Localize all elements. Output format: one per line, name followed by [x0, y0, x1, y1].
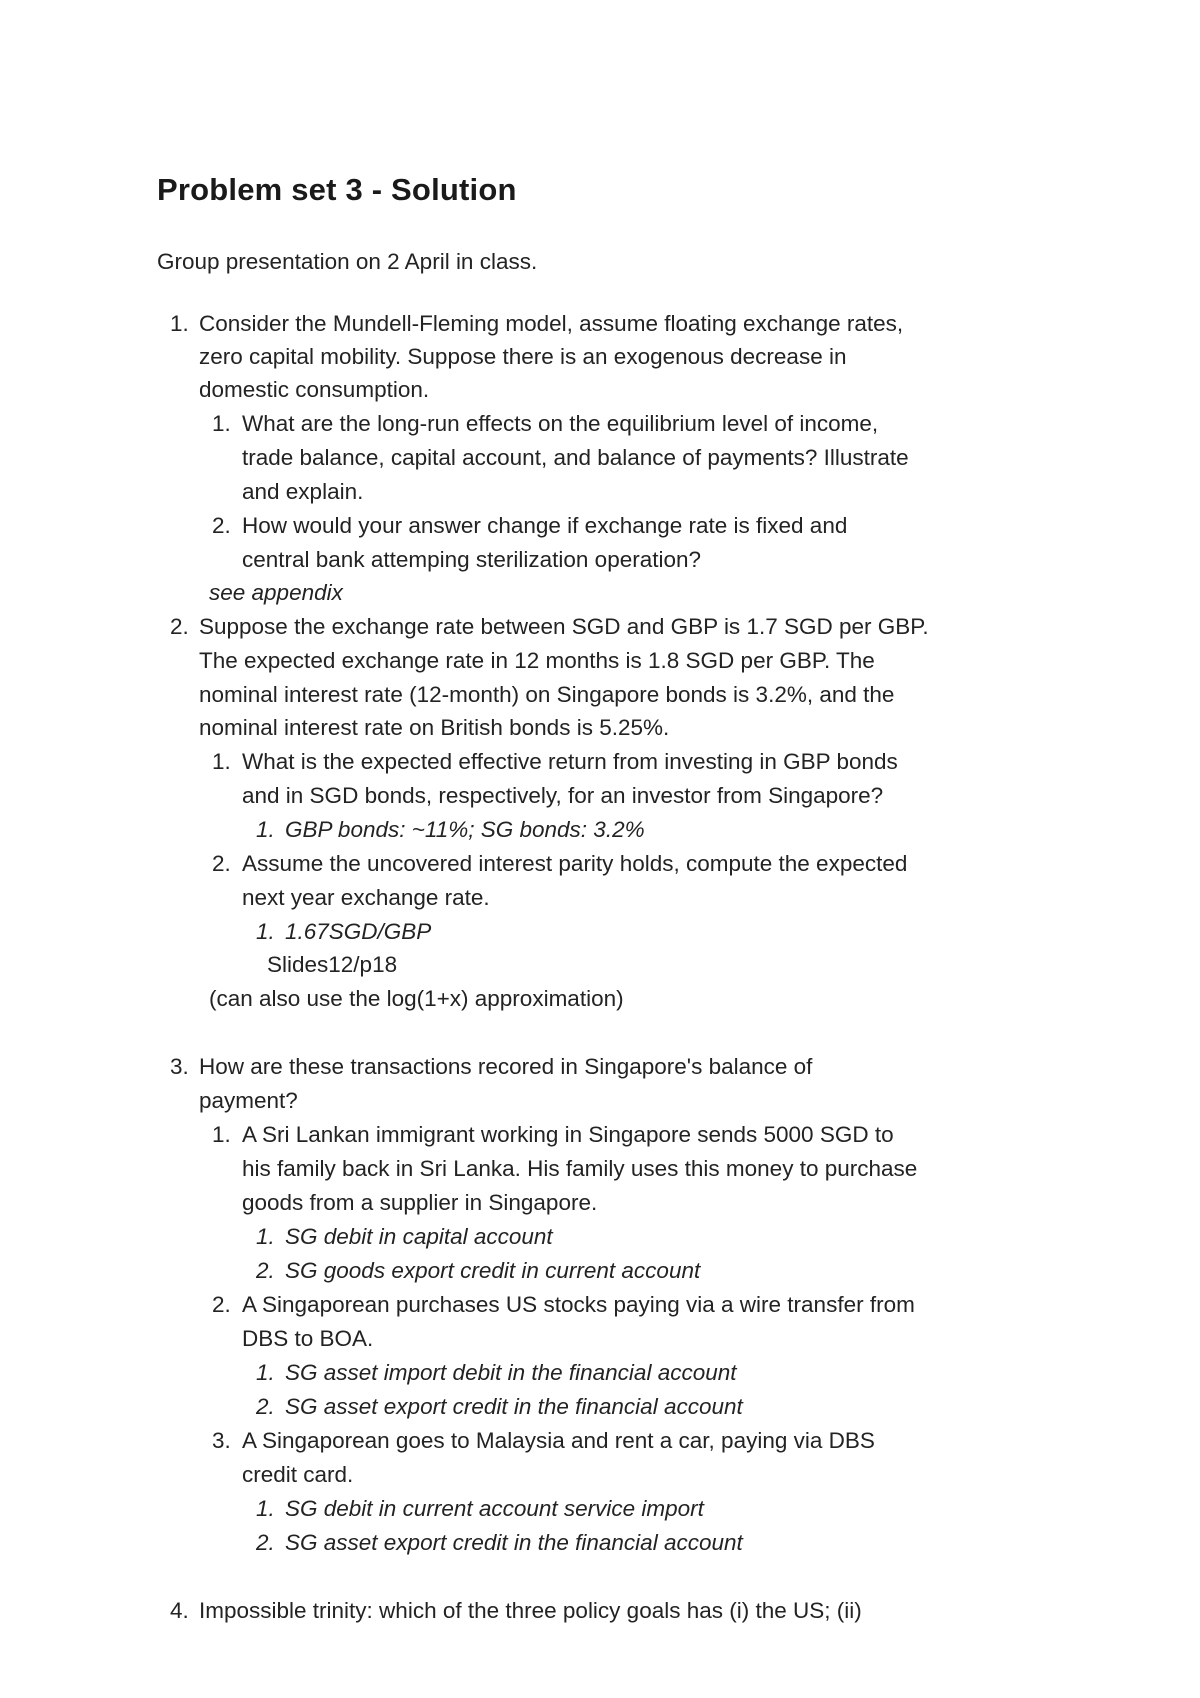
q3-sub2-answer: SG asset import debit in the financial account: [285, 1360, 737, 1385]
q3-sub1-line: goods from a supplier in Singapore.: [242, 1190, 598, 1215]
q1-note: see appendix: [209, 580, 343, 605]
q2-sub2-line: Assume the uncovered interest parity holds, compute the expected: [242, 851, 908, 876]
q3-line: payment?: [199, 1088, 298, 1113]
q2-sub1-answer: GBP bonds: ~11%; SG bonds: 3.2%: [285, 817, 645, 842]
q3-line: How are these transactions recored in Singapore's balance of: [199, 1054, 813, 1079]
q2-sub2-answer-number: 1.: [256, 919, 275, 944]
q2-line: Suppose the exchange rate between SGD and GBP is 1.7 SGD per GBP.: [199, 614, 929, 639]
q3-sub2-answer-number: 1.: [256, 1360, 275, 1385]
q1-sub2-line: How would your answer change if exchange rate is fixed and: [242, 513, 848, 538]
q3-sub1-answer-number: 1.: [256, 1224, 275, 1249]
q3-sub3-answer-number: 1.: [256, 1496, 275, 1521]
q2-sub2-answer: 1.67SGD/GBP: [285, 919, 432, 944]
q3-sub3-line: credit card.: [242, 1462, 354, 1487]
q3-sub3-answer-number: 2.: [256, 1530, 275, 1555]
q3-sub2-line: DBS to BOA.: [242, 1326, 374, 1351]
q3-sub2-answer: SG asset export credit in the financial account: [285, 1394, 743, 1419]
q1-number: 1.: [170, 311, 189, 336]
q2-sub2-number: 2.: [212, 851, 231, 876]
q1-sub2-line: central bank attemping sterilization operation?: [242, 547, 702, 572]
q2-sub2-note: (can also use the log(1+x) approximation): [209, 986, 624, 1011]
q1-sub1-line: trade balance, capital account, and balance of payments? Illustrate: [242, 445, 909, 470]
q3-number: 3.: [170, 1054, 189, 1079]
q3-sub1-line: A Sri Lankan immigrant working in Singapore sends 5000 SGD to: [242, 1122, 894, 1147]
q3-sub2-answer-number: 2.: [256, 1394, 275, 1419]
q1-sub2-number: 2.: [212, 513, 231, 538]
q1-line: domestic consumption.: [199, 377, 430, 402]
q1-sub1-line: and explain.: [242, 479, 364, 504]
q1-sub1-number: 1.: [212, 411, 231, 436]
q2-sub1-number: 1.: [212, 749, 231, 774]
q3-sub1-number: 1.: [212, 1122, 231, 1147]
q3-sub2-line: A Singaporean purchases US stocks paying via a wire transfer from: [242, 1292, 915, 1317]
q1-sub1-line: What are the long-run effects on the equilibrium level of income,: [242, 411, 879, 436]
q1-line: zero capital mobility. Suppose there is an exogenous decrease in: [199, 344, 847, 369]
q4-number: 4.: [170, 1598, 189, 1623]
q2-sub1-line: and in SGD bonds, respectively, for an investor from Singapore?: [242, 783, 884, 808]
q2-line: The expected exchange rate in 12 months is 1.8 SGD per GBP. The: [199, 648, 875, 673]
q2-line: nominal interest rate (12-month) on Singapore bonds is 3.2%, and the: [199, 682, 895, 707]
q3-sub1-line: his family back in Sri Lanka. His family uses this money to purchase: [242, 1156, 918, 1181]
q1-line: Consider the Mundell-Fleming model, assume floating exchange rates,: [199, 311, 904, 336]
page-title: Problem set 3 - Solution: [157, 172, 517, 207]
intro-text: Group presentation on 2 April in class.: [157, 249, 538, 274]
q4-line: Impossible trinity: which of the three policy goals has (i) the US; (ii): [199, 1598, 862, 1623]
q2-sub1-line: What is the expected effective return from investing in GBP bonds: [242, 749, 898, 774]
q3-sub1-answer: SG debit in capital account: [285, 1224, 553, 1249]
q2-number: 2.: [170, 614, 189, 639]
q2-sub1-answer-number: 1.: [256, 817, 275, 842]
q2-line: nominal interest rate on British bonds is 5.25%.: [199, 715, 670, 740]
q3-sub3-line: A Singaporean goes to Malaysia and rent a car, paying via DBS: [242, 1428, 875, 1453]
q3-sub2-number: 2.: [212, 1292, 231, 1317]
q3-sub1-answer-number: 2.: [256, 1258, 275, 1283]
q3-sub3-number: 3.: [212, 1428, 231, 1453]
q2-sub2-line: next year exchange rate.: [242, 885, 490, 910]
q3-sub1-answer: SG goods export credit in current account: [285, 1258, 701, 1283]
q3-sub3-answer: SG debit in current account service import: [285, 1496, 704, 1521]
q3-sub3-answer: SG asset export credit in the financial account: [285, 1530, 743, 1555]
q2-sub2-reference: Slides12/p18: [267, 952, 398, 977]
